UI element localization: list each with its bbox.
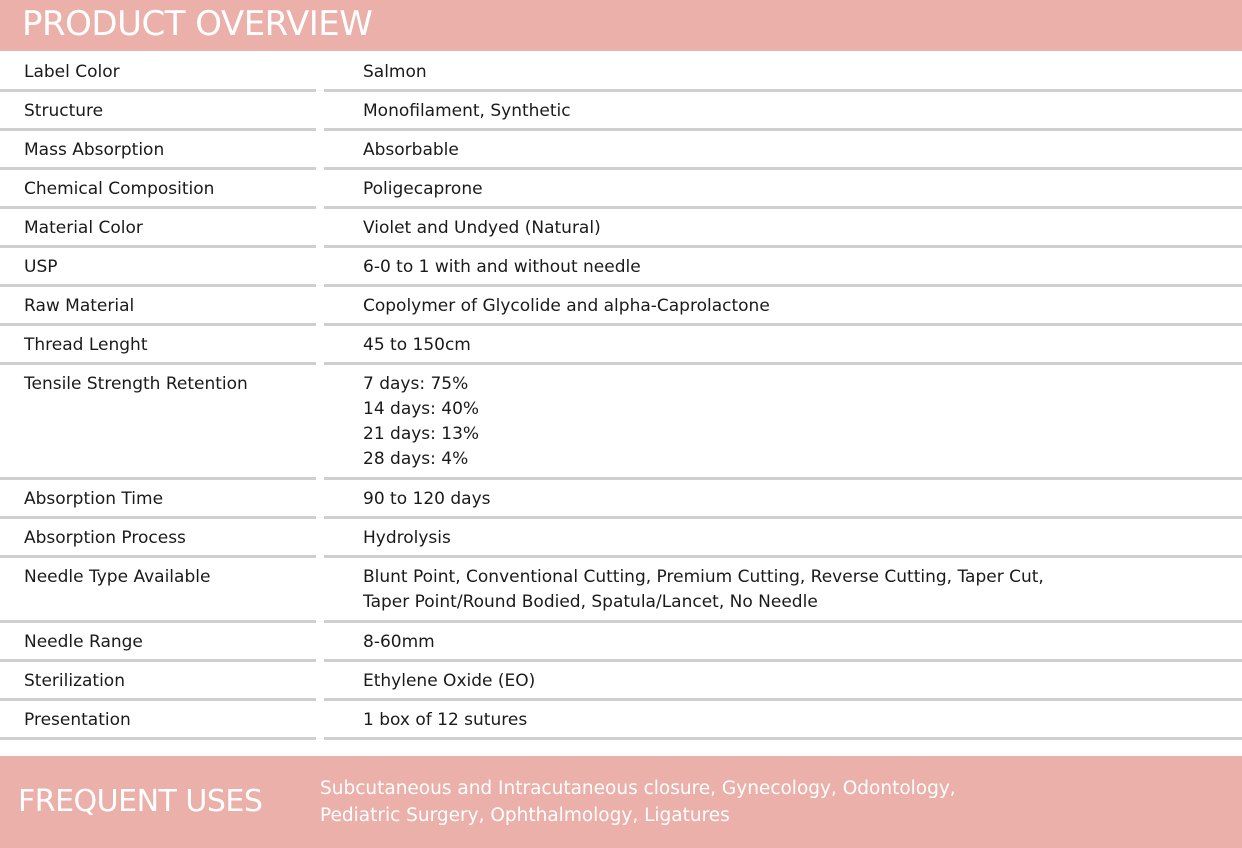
row-label: Needle Type Available xyxy=(24,567,211,587)
row-value: 28 days: 4% xyxy=(363,449,469,469)
row-value: Ethylene Oxide (EO) xyxy=(363,671,536,691)
row-label: Raw Material xyxy=(24,296,135,316)
table-row xyxy=(0,287,1242,326)
row-value: Copolymer of Glycolide and alpha-Caprolactone xyxy=(363,296,770,316)
row-label: Material Color xyxy=(24,218,143,238)
product-spec-table xyxy=(0,53,1242,740)
table-row xyxy=(0,53,1242,92)
table-row xyxy=(0,623,1242,662)
table-row xyxy=(0,558,1242,623)
table-row xyxy=(0,248,1242,287)
row-label: Structure xyxy=(24,101,104,121)
row-divider xyxy=(324,737,1242,740)
row-label: Label Color xyxy=(24,62,120,82)
row-label: Sterilization xyxy=(24,671,125,691)
row-label: Absorption Process xyxy=(24,528,186,548)
row-value: Monofilament, Synthetic xyxy=(363,101,571,121)
row-value: Violet and Undyed (Natural) xyxy=(363,218,601,238)
row-value: 6-0 to 1 with and without needle xyxy=(363,257,641,277)
row-value: 8-60mm xyxy=(363,632,435,652)
frequent-uses-section xyxy=(0,756,1242,848)
table-row xyxy=(0,92,1242,131)
row-label: Chemical Composition xyxy=(24,179,215,199)
row-value: 21 days: 13% xyxy=(363,424,480,444)
row-value: Hydrolysis xyxy=(363,528,451,548)
row-value: 7 days: 75% xyxy=(363,374,469,394)
product-overview-header xyxy=(0,0,1242,51)
row-value: 14 days: 40% xyxy=(363,399,480,419)
row-label: Absorption Time xyxy=(24,489,164,509)
row-label: Tensile Strength Retention xyxy=(24,374,248,394)
row-value: 45 to 150cm xyxy=(363,335,471,355)
table-row xyxy=(0,519,1242,558)
table-row xyxy=(0,365,1242,480)
row-value: Taper Point/Round Bodied, Spatula/Lancet, No Needle xyxy=(363,592,818,612)
row-value: 1 box of 12 sutures xyxy=(363,710,528,730)
row-label: Presentation xyxy=(24,710,131,730)
row-label: Needle Range xyxy=(24,632,143,652)
row-divider xyxy=(0,737,316,740)
row-label: Mass Absorption xyxy=(24,140,165,160)
table-row xyxy=(0,170,1242,209)
row-label: Thread Lenght xyxy=(24,335,148,355)
row-label: USP xyxy=(24,257,58,277)
row-value: Salmon xyxy=(363,62,427,82)
row-value: 90 to 120 days xyxy=(363,489,491,509)
table-row xyxy=(0,701,1242,740)
page-title: PRODUCT OVERVIEW xyxy=(22,4,373,44)
frequent-uses-title: FREQUENT USES xyxy=(18,784,263,819)
frequent-uses-text: Subcutaneous and Intracutaneous closure, Gynecology, Odontology, Pediatric Surgery, Ophthalmology, Ligatures xyxy=(320,778,956,826)
table-row xyxy=(0,326,1242,365)
table-row xyxy=(0,480,1242,519)
row-value: Blunt Point, Conventional Cutting, Premium Cutting, Reverse Cutting, Taper Cut, xyxy=(363,567,1044,587)
table-row xyxy=(0,209,1242,248)
table-row xyxy=(0,662,1242,701)
row-value: Absorbable xyxy=(363,140,459,160)
row-value: Poligecaprone xyxy=(363,179,483,199)
table-row xyxy=(0,131,1242,170)
